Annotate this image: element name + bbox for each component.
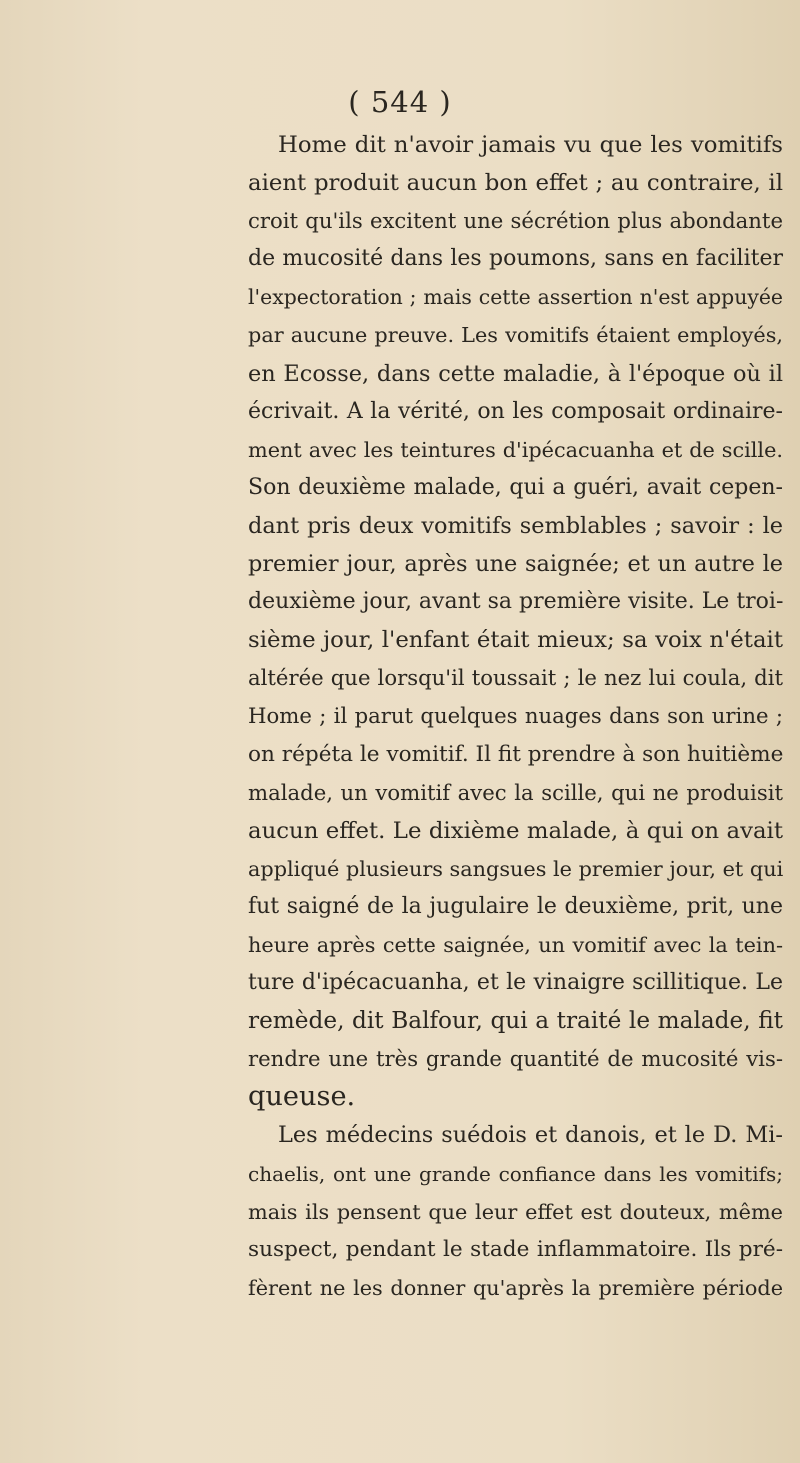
text-line: remède, dit Balfour, qui a traité le malade, fit (248, 1007, 783, 1035)
text-line: appliqué plusieurs sangsues le premier jour, et qui (248, 856, 784, 881)
text-line: aient produit aucun bon effet ; au contraire, il (248, 170, 783, 197)
text-line: en Ecosse, dans cette maladie, à l'époque où il (248, 360, 783, 387)
text-line: altérée que lorsqu'il toussait ; le nez lui coula, dit (248, 665, 783, 691)
text-line: Son deuxième malade, qui a guéri, avait cepen- (248, 474, 783, 500)
text-line: rendre une très grande quantité de mucosité vis- (248, 1046, 783, 1072)
text-line: de mucosité dans les poumons, sans en faciliter (248, 246, 783, 272)
text-line: Home ; il parut quelques nuages dans son urine ; (248, 703, 783, 729)
text-line: l'expectoration ; mais cette assertion n'est appuyée (248, 285, 783, 310)
text-line: premier jour, après une saignée; et un autre le (248, 551, 783, 578)
text-line: sième jour, l'enfant était mieux; sa voix n'était (248, 627, 783, 654)
text-line: fut saigné de la jugulaire le deuxième, prit, une (248, 893, 783, 919)
text-line: deuxième jour, avant sa première visite. Le troi- (248, 589, 784, 615)
text-line: aucun effet. Le dixième malade, à qui on avait (248, 817, 783, 844)
text-line: par aucune preuve. Les vomitifs étaient employés, (248, 323, 783, 348)
text-line: ture d'ipécacuanha, et le vinaigre scillitique. Le (248, 970, 783, 996)
text-line: dant pris deux vomitifs semblables ; savoir : le (248, 512, 783, 539)
text-line: heure après cette saignée, un vomitif avec la tein- (248, 932, 783, 957)
text-line: queuse. (248, 1081, 356, 1113)
text-line: Home dit n'avoir jamais vu que les vomitifs (278, 132, 783, 158)
text-line: chaelis, ont une grande confiance dans les vomitifs; (248, 1161, 783, 1186)
text-line: ment avec les teintures d'ipécacuanha et de scille. (248, 437, 783, 462)
text-line: écrivait. A la vérité, on les composait ordinaire- (248, 398, 783, 424)
body-text (248, 126, 783, 1307)
text-line: fèrent ne les donner qu'après la première période (248, 1275, 783, 1300)
text-line: on répéta le vomitif. Il fit prendre à son huitième (248, 741, 784, 767)
text-line: mais ils pensent que leur effet est douteux, même (248, 1199, 783, 1224)
text-line: Les médecins suédois et danois, et le D. Mi- (278, 1122, 783, 1149)
text-line: croit qu'ils excitent une sécrétion plus abondante (248, 208, 783, 234)
page-number: ( 544 ) (348, 85, 452, 119)
text-line: malade, un vomitif avec la scille, qui ne produisit (248, 779, 783, 805)
text-line: suspect, pendant le stade inflammatoire. Ils pré- (248, 1236, 783, 1262)
